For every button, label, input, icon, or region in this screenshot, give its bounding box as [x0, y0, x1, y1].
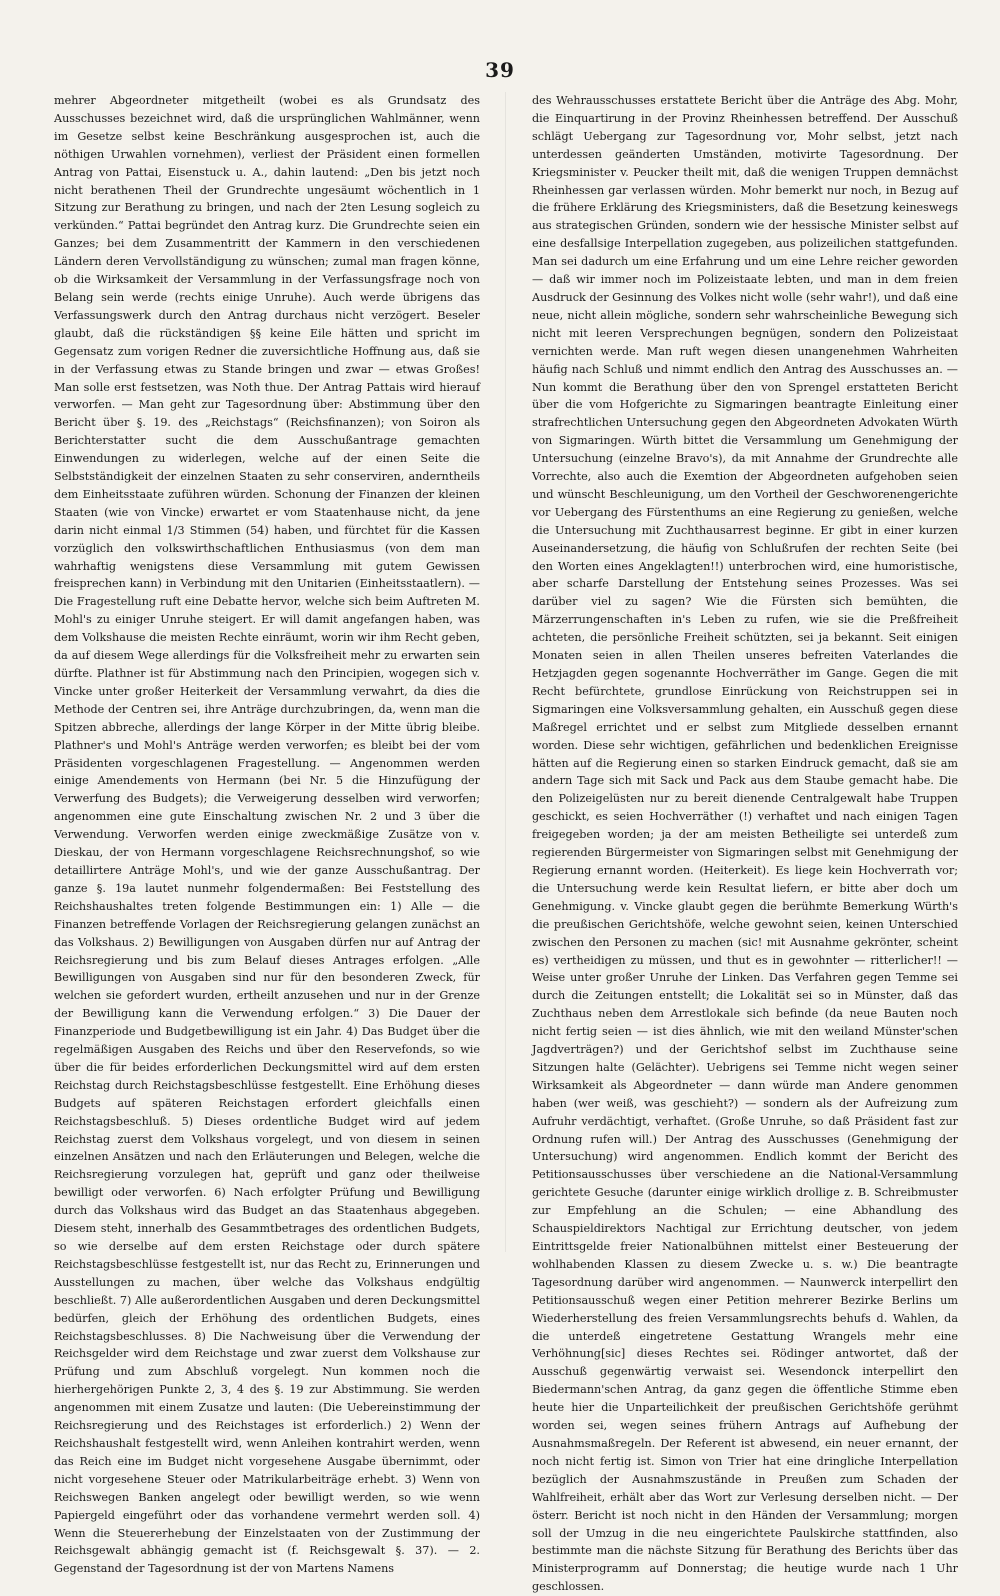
left-column-text: mehrer Abgeordneter mitgetheilt (wobei es als Grundsatz des Ausschusses bezeichnet wird, daß die ursprünglichen Wahlmänner, wenn im Gesetze selbst keine Beschränkung ausgesprochen ist, auch die nöthigen Urwahlen vornehmen), verliest der Präsident einen formellen Antrag von Pattai, Eisenstuck u. A., dahin lautend: „Den bis jetzt noch nicht berathenen Theil der Grundrechte ungesäumt wöchentlich in 1 Sitzung zur Berathung zu bringen, und nach der 2ten Lesung sogleich zu verkünden.“ Pattai begründet den Antrag kurz. Die Grundrechte seien ein Ganzes; bei dem Zusammentritt der Kammern in den verschiedenen Ländern deren Vervollständigung zu wünschen; zumal man fragen könne, ob die Wirksamkeit der Versammlung in der Verfassungsfrage noch von Belang sein werde (rechts einige Unruhe). Auch werde übrigens das Verfassungswerk durch den Antrag durchaus nicht verzögert. Beseler glaubt, daß die rückständigen §§ keine Eile hätten und spricht im Gegensatz zum vorigen Redner die zuversichtliche Hoffnung aus, daß sie in der Verfassung etwas zu Stande bringen und zwar — etwas Großes! Man solle erst festsetzen, was Noth thue. Der Antrag Pattais wird hierauf verworfen. — Man geht zur Tagesordnung über: Abstimmung über den Bericht über §. 19. des „Reichstags“ (Reichsfinanzen); von Soiron als Berichterstatter sucht die dem Ausschußantrage gemachten Einwendungen zu widerlegen, welche auf der einen Seite die Selbstständigkeit der einzelnen Staaten zu sehr conserviren, anderntheils dem Einheitsstaate zuführen würden. Schonung der Finanzen der kleinen Staaten (wie von Vincke) erwartet er vom Staatenhause nicht, da jene darin nicht einmal 1/3 Stimmen (54) haben, und fürchtet für die Kassen vorzüglich den volkswirthschaftlichen Enthusiasmus (von dem man wahrhaftig wenigstens diese Versammlung mit gutem Gewissen freisprechen kann) in Verbindung mit den Unitarien (Einheitsstaatlern). — Die Fragestellung ruft eine Debatte hervor, welche sich beim Auftreten M. Mohl's zu einiger Unruhe steigert. Er will damit angefangen haben, was dem Volkshause die meisten Rechte einräumt, worin wir ihm Recht geben, da auf diesem Wege allerdings für die Volksfreiheit mehr zu erwarten sein dürfte. Plathner ist für Abstimmung nach den Principien, wogegen sich v. Vincke unter großer Heiterkeit der Versammlung verwahrt, da dies die Methode der Centren sei, ihre Anträge durchzubringen, da, wenn man die Spitzen abbreche, allerdings der lange Körper in der Mitte übrig bleibe. Plathner's und Mohl's Anträge werden verworfen; es bleibt bei der vom Präsidenten vorgeschlagenen Fragestellung. — Angenommen werden einige Amendements von Hermann (bei Nr. 5 die Hinzufügung der Verwerfung des Budgets); die Verweigerung desselben wird verworfen; angenommen eine gute Einschaltung zwischen Nr. 2 und 3 über die Verwendung. Verworfen werden einige zweckmäßige Zusätze von v. Dieskau, der von Hermann vorgeschlagene Reichsrechnungshof, so wie detaillirtere Anträge Mohl's, und wie der ganze Ausschußantrag. Der ganze §. 19a lautet nunmehr folgendermaßen: Bei Feststellung des Reichshaushaltes treten folgende Bestimmungen ein: 1) Alle — die Finanzen betreffende Vorlagen der Reichsregierung gelangen zunächst an das Volkshaus. 2) Bewilligungen von Ausgaben dürfen nur auf Antrag der Reichsregierung und bis zum Belauf dieses Antrages erfolgen. „Alle Bewilligungen von Ausgaben sind nur für den besonderen Zweck, für welchen sie gefordert wurden, ertheilt anzusehen und nur in der Grenze der Bewilligung kann die Verwendung erfolgen.“ 3) Die Dauer der Finanzperiode und Budgetbewilligung ist ein Jahr. 4) Das Budget über die regelmäßigen Ausgaben des Reichs und über den Reservefonds, so wie über die für beides erforderlichen Deckungsmittel wird auf dem ersten Reichstag durch Reichstagsbeschlüsse festgestellt. Eine Erhöhung dieses Budgets auf späteren Reichstagen erfordert gleichfalls einen Reichstagsbeschluß. 5) Dieses ordentliche Budget wird auf jedem Reichstag zuerst dem Volkshaus vorgelegt, und von diesem in seinen einzelnen Ansätzen und nach den Erläuterungen und Belegen, welche die Reichsregierung vorzulegen hat, geprüft und ganz oder theilweise bewilligt oder verworfen. 6) Nach erfolgter Prüfung und Bewilligung durch das Volkshaus wird das Budget an das Staatenhaus abgegeben. Diesem steht, innerhalb des Gesammtbetrages des ordentlichen Budgets, so wie derselbe auf dem ersten Reichstage oder durch spätere Reichstagsbeschlüsse festgestellt ist, nur das Recht zu, Erinnerungen und Ausstellungen zu machen, über welche das Volkshaus endgültig beschließt. 7) Alle außerordentlichen Ausgaben und deren Deckungsmittel bedürfen, gleich der Erhöhung des ordentlichen Budgets, eines Reichstagsbeschlusses. 8) Die Nachweisung über die Verwendung der Reichsgelder wird dem Reichstage und zwar zuerst dem Volkshause zur Prüfung und zum Abschluß vorgelegt. Nun kommen noch die hierhergehörigen Punkte 2, 3, 4 des §. 19 zur Abstimmung. Sie werden angenommen mit einem Zusatze und lauten: (Die Uebereinstimmung der Reichsregierung und des Reichstages ist erforderlich.) 2) Wenn der Reichshaushalt festgestellt wird, wenn Anleihen kontrahirt werden, wenn das Reich eine im Budget nicht vorgesehene Ausgabe übernimmt, oder nicht vorgesehene Steuer oder Matrikularbeiträge erhebt. 3) Wenn von Reichswegen Banken angelegt oder bewilligt werden, so wie wenn Papiergeld eingeführt oder das vorhandene vermehrt werden soll. 4) Wenn die Steuererhebung der Einzelstaaten von der Zustimmung der Reichsgewalt abhängig gemacht ist (f. Reichsgewalt §. 37). — 2. Gegenstand der Tagesordnung ist der von Martens Namens [54, 94, 480, 1576]
right-column-text: des Wehrausschusses erstattete Bericht über die Anträge des Abg. Mohr, die Einquartirung in der Provinz Rheinhessen betreffend. Der Ausschuß schlägt Uebergang zur Tagesordnung vor, Mohr selbst, jetzt nach unterdessen geänderten Umständen, motivirte Tagesordnung. Der Kriegsminister v. Peucker theilt mit, daß die wenigen Truppen demnächst Rheinhessen gar verlassen würden. Mohr bemerkt nur noch, in Bezug auf die frühere Erklärung des Kriegsministers, daß die Besetzung keineswegs aus strategischen Gründen, sondern wie der hessische Minister selbst auf eine desfallsige Interpellation zugegeben, aus polizeilichen stattgefunden. Man sei dadurch um eine Erfahrung und um eine Lehre reicher geworden — daß wir immer noch im Polizeistaate lebten, und man in dem freien Ausdruck der Gesinnung des Volkes nicht wolle (sehr wahr!), und daß eine neue, nicht allein mögliche, sondern sehr wahrscheinliche Bewegung sich nicht mit leeren Versprechungen begnügen, sondern den Polizeistaat vernichten werde. Man ruft wegen diesen unangenehmen Wahrheiten häufig nach Schluß und nimmt endlich den Antrag des Ausschusses an. — Nun kommt die Berathung über den von Sprengel erstatteten Bericht über die vom Hofgerichte zu Sigmaringen beantragte Einleitung einer strafrechtlichen Untersuchung gegen den Abgeordneten Advokaten Würth von Sigmaringen. Würth bittet die Versammlung um Genehmigung der Untersuchung (einzelne Bravo's), da mit Annahme der Grundrechte alle Vorrechte, also auch die Exemtion der Abgeordneten aufgehoben seien und wünscht Beschleunigung, um den Vortheil der Geschworenengerichte vor Uebergang des Fürstenthums an eine Regierung zu genießen, welche die Untersuchung mit Zuchthausarrest beginne. Er gibt in einer kurzen Auseinandersetzung, die häufig von Schlußrufen der rechten Seite (bei den Worten eines Angeklagten!!) unterbrochen wird, eine humoristische, aber scharfe Darstellung der Entstehung seines Prozesses. Was sei darüber viel zu sagen? Wie die Fürsten sich bemühten, die Märzerrungenschaften in's Leben zu rufen, wie sie die Preßfreiheit achteten, die persönliche Freiheit schützten, sei ja bekannt. Seit einigen Monaten seien in allen Theilen unseres befreiten Vaterlandes die Hetzjagden gegen sogenannte Hochverräther im Gange. Gegen die mit Recht befürchtete, grundlose Einrückung von Reichstruppen sei in Sigmaringen eine Volksversammlung gehalten, ein Ausschuß gegen diese Maßregel errichtet und er selbst zum Mitgliede desselben ernannt worden. Diese sehr wichtigen, gefährlichen und bedenklichen Ereignisse hätten auf die Regierung einen so starken Eindruck gemacht, daß sie am andern Tage sich mit Sack und Pack aus dem Staube gemacht habe. Die den Polizeigelüsten nur zu bereit dienende Centralgewalt habe Truppen geschickt, es seien Hochverräther (!) verhaftet und nach einigen Tagen freigegeben worden; ja der am meisten Betheiligte sei unterdeß zum regierenden Bürgermeister von Sigmaringen selbst mit Genehmigung der Regierung ernannt worden. (Heiterkeit). Es liege kein Hochverrath vor; die Untersuchung werde kein Resultat liefern, er bitte aber doch um Genehmigung. v. Vincke glaubt gegen die berühmte Bemerkung Würth's die preußischen Gerichtshöfe, welche gewohnt seien, keinen Unterschied zwischen den Personen zu machen (sic! mit Ausnahme gekrönter, scheint es) vertheidigen zu müssen, und thut es in gewohnter — ritterlicher!! — Weise unter großer Unruhe der Linken. Das Verfahren gegen Temme sei durch die Zeitungen entstellt; die Lokalität sei so in Münster, daß das Zuchthaus neben dem Arrestlokale sich befinde (da neue Bauten noch nicht fertig seien — ist dies ähnlich, wie mit den weiland Münster'schen Jagdverträgen?) und der Gerichtshof selbst im Zuchthause seine Sitzungen halte (Gelächter). Uebrigens sei Temme nicht wegen seiner Wirksamkeit als Abgeordneter — dann würde man Andere genommen haben (wer weiß, was geschieht?) — sondern als der Aufreizung zum Aufruhr verdächtigt, verhaftet. (Große Unruhe, so daß Präsident fast zur Ordnung rufen will.) Der Antrag des Ausschusses (Genehmigung der Untersuchung) wird angenommen. Endlich kommt der Bericht des Petitionsausschusses über verschiedene an die National-Versammlung gerichtete Gesuche (darunter einige wirklich drollige z. B. Schreibmuster zur Empfehlung an die Schulen; — eine Abhandlung des Schauspieldirektors Nachtigal zur Errichtung deutscher, von jedem Eintrittsgelde freier Nationalbühnen mittelst einer Besteuerung der wohlhabenden Klassen zu diesem Zwecke u. s. w.) Die beantragte Tagesordnung darüber wird angenommen. — Naunwerck interpellirt den Petitionsausschuß wegen einer Petition mehrerer Bezirke Berlins um Wiederherstellung des freien Versammlungsrechts behufs d. Wahlen, da die unterdeß eingetretene Gestattung Wrangels mehr eine Verhöhnung[sic] dieses Rechtes sei. Rödinger antwortet, daß der Ausschuß gegenwärtig verwaist sei. Wesendonck interpellirt den Biedermann'schen Antrag, da ganz gegen die öffentliche Stimme eben heute hier die Unparteilichkeit der preußischen Gerichtshöfe gerühmt worden sei, wegen seines frühern Antrags auf Aufhebung der Ausnahmsmaßregeln. Der Referent ist abwesend, ein neuer ernannt, der noch nicht fertig ist. Simon von Trier hat eine dringliche Interpellation bezüglich der Ausnahmszustände in Preußen zum Schaden der Wahlfreiheit, erhält aber das Wort zur Verlesung derselben nicht. — Der österr. Bericht ist noch nicht in den Händen der Versammlung; morgen soll der Umzug in die neu eingerichtete Paulskirche stattfinden, also bestimmte man die nächste Sitzung für Berathung des Berichts über das Ministerprogramm auf Donnerstag; die heutige wurde nach 1 Uhr geschlossen. [532, 94, 958, 1594]
right-column [532, 92, 958, 1594]
column-divider [505, 92, 506, 1252]
page-number: 39 [485, 58, 515, 82]
left-column [54, 92, 480, 1576]
